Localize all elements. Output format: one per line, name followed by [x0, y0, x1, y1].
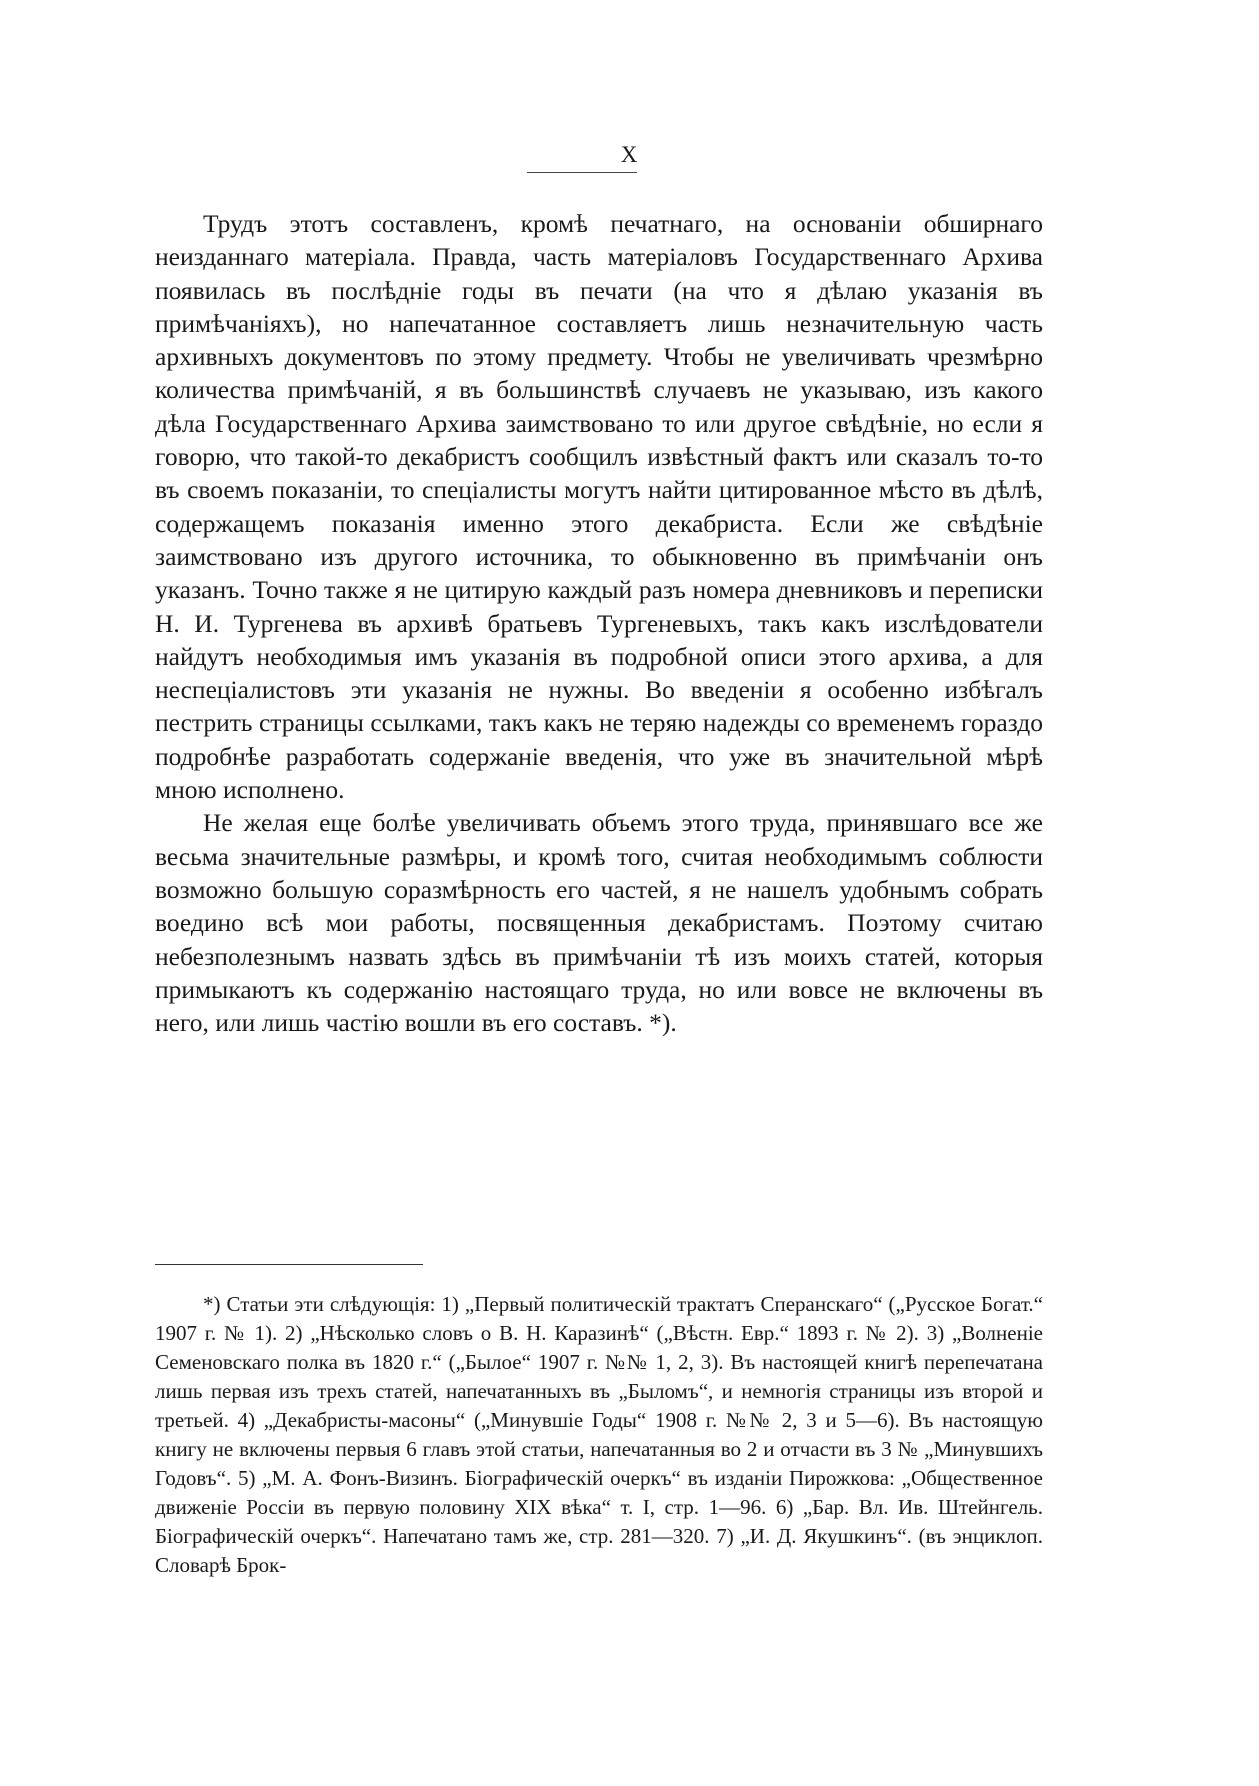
- footnote: *) Статьи эти слѣдующiя: 1) „Первый политическiй трактатъ Сперанскаго“ („Русское Богат.“ 1907 г. № 1). 2) „Нѣсколько словъ о В. Н. Каразинѣ“ („Вѣстн. Евр.“ 1893 г. № 2). 3) „Волненiе Семеновскаго полка въ 1820 г.“ („Былое“ 1907 г. №№ 1, 2, 3). Въ настоящей книгѣ перепечатана лишь первая изъ трехъ статей, напечатанныхъ въ „Быломъ“, и немногiя страницы изъ второй и третьей. 4) „Декабристы-масоны“ („Минувшiе Годы“ 1908 г. №№ 2, 3 и 5—6). Въ настоящую книгу не включены первыя 6 главъ этой статьи, напечатанныя во 2 и отчасти въ 3 № „Минувшихъ Годовъ“. 5) „М. А. Фонъ-Визинъ. Бiографическiй очеркъ“ въ изданiи Пирожкова: „Общественное движенiе Россiи въ первую половину XIX вѣка“ т. I, стр. 1—96. 6) „Бар. Вл. Ив. Штейнгель. Бiографическiй очеркъ“. Напечатано тамъ же, стр. 281—320. 7) „И. Д. Якушкинъ“. (въ энциклоп. Словарѣ Брок-: [155, 1292, 1043, 1577]
- page-number-rule: [527, 172, 637, 173]
- paragraph-2: Не желая еще болѣе увеличивать объемъ этого труда, принявшаго все же весьма значительные размѣры, и кромѣ того, считая необходимымъ соблюсти возможно большую соразмѣрность его частей, я не нашелъ удобнымъ собрать воедино всѣ мои работы, посвященныя декабристамъ. Поэтому считаю небезполезнымъ назвать здѣсь въ примѣчанiи тѣ изъ моихъ статей, которыя примыкаютъ къ содержанiю настоящаго труда, но или вовсе не включены въ него, или лишь частiю вошли въ его составъ. *).: [155, 808, 1043, 1038]
- footnote-separator: [155, 1264, 423, 1265]
- main-text: [155, 207, 1043, 1039]
- page-number: X: [620, 142, 639, 167]
- paragraph-1: Трудъ этотъ составленъ, кромѣ печатнаго, на основанiи обширнаго неизданнаго матерiала. Правда, часть матерiаловъ Государственнаго Архива появилась въ послѣднiе годы въ печати (на что я дѣлаю указанiя въ примѣчанiяхъ), но напечатанное составляетъ лишь незначительную часть архивныхъ документовъ по этому предмету. Чтобы не увеличивать чрезмѣрно количества примѣчанiй, я въ большинствѣ случаевъ не указываю, изъ какого дѣла Государственнаго Архива заимствовано то или другое свѣдѣнiе, но если я говорю, что такой-то декабристъ сообщилъ извѣстный фактъ или сказалъ то-то въ своемъ показанiи, то спецiалисты могутъ найти цитированное мѣсто въ дѣлѣ, содержащемъ показанiя именно этого декабриста. Если же свѣдѣнiе заимствовано изъ другого источника, то обыкновенно въ примѣчанiи онъ указанъ. Точно также я не цитирую каждый разъ номера дневниковъ и переписки Н. И. Тургенева въ архивѣ братьевъ Тургеневыхъ, такъ какъ изслѣдователи найдутъ необходимыя имъ указанiя въ подробной описи этого архива, а для неспецiалистовъ эти указанiя не нужны. Во введенiи я особенно избѣгалъ пестрить страницы ссылками, такъ какъ не теряю надежды со временемъ гораздо подробнѣе разработать содержанiе введенiя, что уже въ значительной мѣрѣ мною исполнено.: [155, 209, 1043, 805]
